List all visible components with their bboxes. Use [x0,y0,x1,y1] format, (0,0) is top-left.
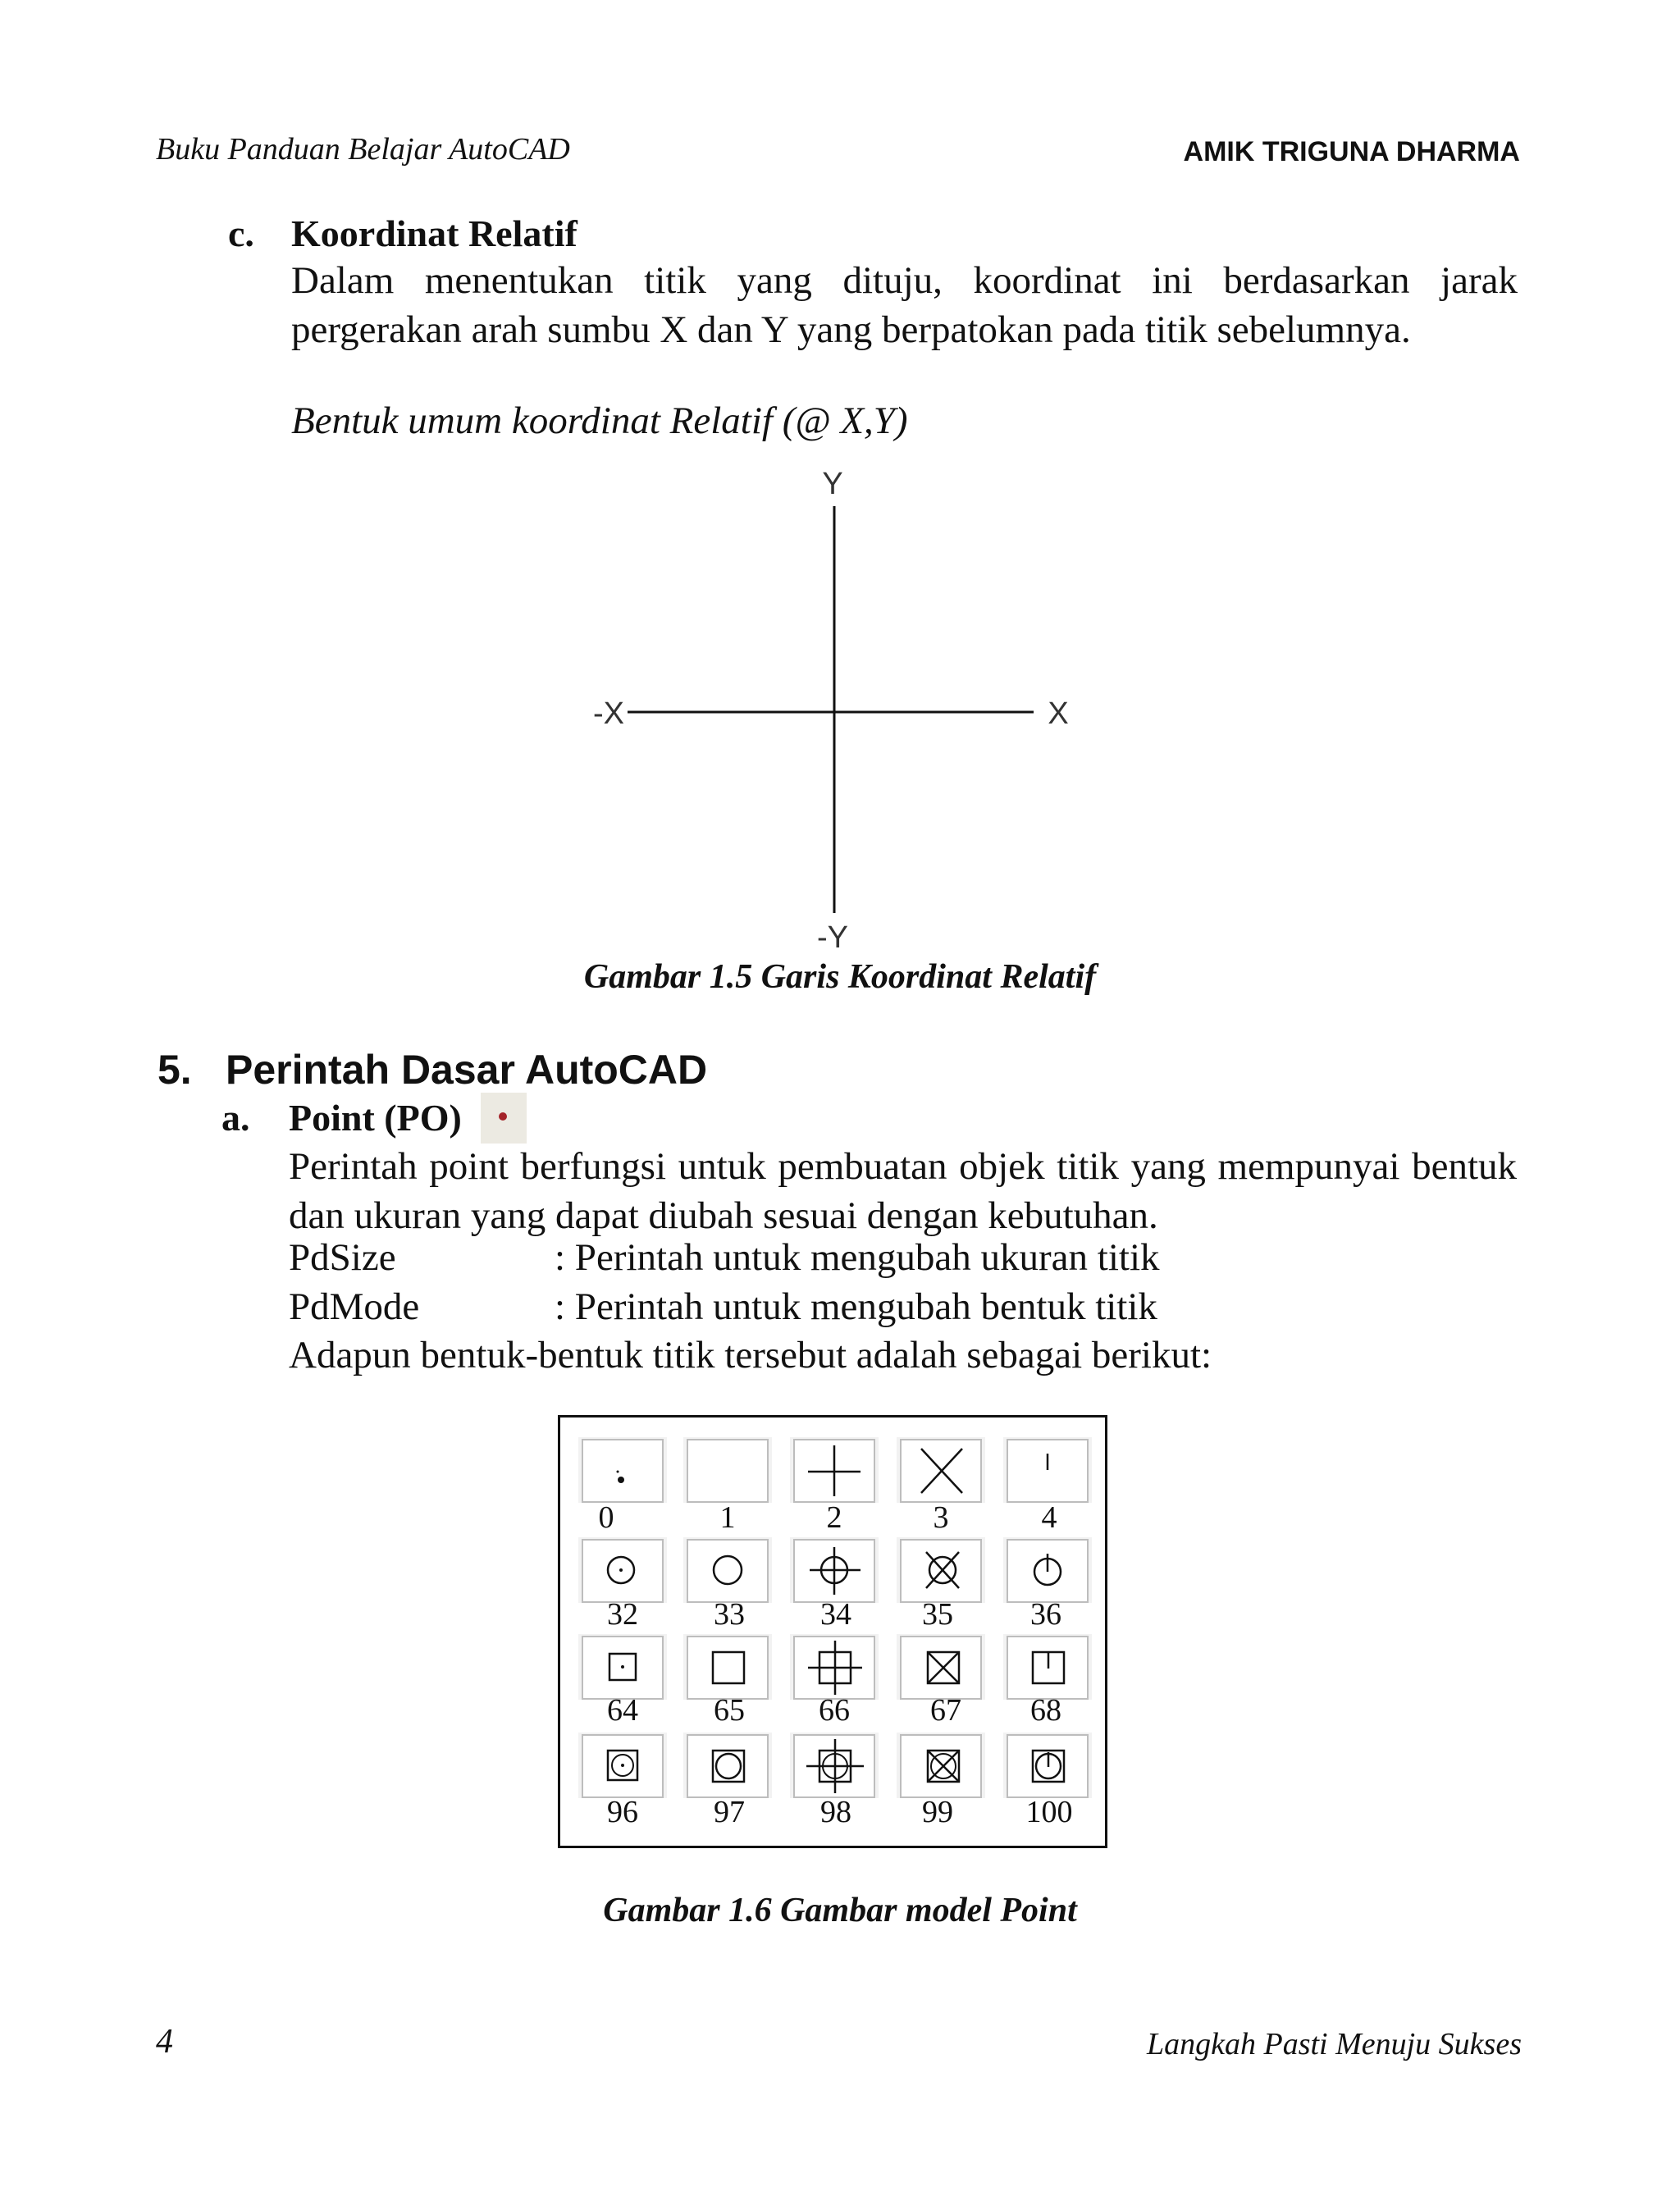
point-mode-cell [790,1437,879,1503]
point-mode-number: 65 [714,1693,745,1728]
section-c-paragraph: Dalam menentukan titik yang dituju, koordinat ini berdasarkan jarak pergerakan arah sumbu X dan Y yang berpatokan pada titik sebelumnya. [291,259,1518,351]
point-mode-number: 0 [598,1500,614,1535]
point-dot-icon [578,1437,667,1503]
y-negative-label: -Y [817,920,848,955]
point-mode-cell [897,1437,985,1503]
point-square-circle-dot-icon [578,1732,667,1798]
point-style-grid [558,1415,1107,1848]
point-mode-cell [897,1537,985,1603]
figure-1-5-caption: Gambar 1.5 Garis Koordinat Relatif [583,958,1097,996]
section-5-number: 5. [158,1047,192,1093]
point-circle-dot-icon [578,1537,667,1603]
point-square-circle-tick-icon [1003,1732,1092,1798]
point-tool-icon [481,1093,527,1144]
point-mode-cell [683,1634,772,1700]
point-square-plus-icon [790,1634,879,1700]
relative-formula: Bentuk umum koordinat Relatif (@ X,Y) [291,399,908,442]
point-mode-number: 98 [820,1795,851,1829]
point-mode-number: 35 [922,1597,953,1632]
point-square-circle-icon [683,1732,772,1798]
point-mode-number: 33 [714,1597,745,1632]
point-circle-cross-icon [897,1537,985,1603]
point-mode-number: 34 [820,1597,851,1632]
point-mode-cell [1003,1537,1092,1603]
point-mode-number: 97 [714,1795,745,1829]
point-square-circle-plus-icon [790,1732,879,1798]
point-mode-number: 1 [719,1500,736,1535]
point-mode-number: 4 [1041,1500,1057,1535]
point-square-tick-icon [1003,1634,1092,1700]
x-negative-label: -X [593,696,624,731]
point-mode-cell [683,1437,772,1503]
point-mode-cell [578,1732,667,1798]
point-mode-number: 2 [826,1500,842,1535]
point-mode-number: 96 [607,1795,638,1829]
header-institution: AMIK TRIGUNA DHARMA [1183,136,1520,167]
point-mode-number: 66 [819,1693,850,1728]
section-c-marker: c. [228,212,254,254]
point-mode-number: 68 [1030,1693,1061,1728]
point-mode-cell [578,1634,667,1700]
definition-desc: : Perintah untuk mengubah ukuran titik [555,1236,1160,1279]
point-mode-cell [897,1732,985,1798]
section-a-title: Point (PO) [289,1097,462,1139]
point-mode-cell [897,1634,985,1700]
point-mode-number: 100 [1025,1795,1073,1829]
definition-term: PdSize [289,1236,396,1279]
page-number: 4 [156,2023,173,2061]
point-mode-number: 99 [922,1795,953,1829]
point-mode-number: 36 [1030,1597,1061,1632]
point-mode-number: 64 [607,1693,638,1728]
point-tick-icon [1003,1437,1092,1503]
section-c-title: Koordinat Relatif [291,212,578,254]
point-mode-cell [578,1537,667,1603]
section-a-marker: a. [221,1097,250,1139]
figure-1-6-caption: Gambar 1.6 Gambar model Point [603,1892,1077,1929]
point-mode-cell [683,1732,772,1798]
point-square-circle-cross-icon [897,1732,985,1798]
definition-term: PdMode [289,1285,420,1328]
point-mode-number: 3 [933,1500,949,1535]
header-book-title: Buku Panduan Belajar AutoCAD [156,132,570,167]
point-circle-tick-icon [1003,1537,1092,1603]
point-square-icon [683,1634,772,1700]
point-shapes-intro: Adapun bentuk-bentuk titik tersebut adalah sebagai berikut: [289,1334,1212,1376]
footer-slogan: Langkah Pasti Menuju Sukses [1146,2027,1522,2061]
point-square-dot-icon [578,1634,667,1700]
definition-desc: : Perintah untuk mengubah bentuk titik [555,1285,1157,1328]
point-cross-icon [897,1437,985,1503]
point-mode-number: 32 [607,1597,638,1632]
point-mode-cell [1003,1634,1092,1700]
point-plus-icon [790,1437,879,1503]
relative-axes-diagram [574,459,1107,960]
point-mode-cell [1003,1732,1092,1798]
y-positive-label: Y [822,467,843,501]
x-positive-label: X [1048,696,1069,731]
point-mode-cell [578,1437,667,1503]
section-a-paragraph: Perintah point berfungsi untuk pembuatan objek titik yang mempunyai bentuk dan ukuran yang dapat diubah sesuai dengan kebutuhan. [289,1145,1517,1237]
point-mode-cell [790,1537,879,1603]
point-mode-cell [683,1537,772,1603]
point-circle-plus-icon [790,1537,879,1603]
section-5-title: Perintah Dasar AutoCAD [226,1047,708,1093]
point-mode-cell [1003,1437,1092,1503]
point-circle-icon [683,1537,772,1603]
point-mode-cell [790,1634,879,1700]
point-square-cross-icon [897,1634,985,1700]
point-mode-cell [790,1732,879,1798]
point-mode-number: 67 [930,1693,961,1728]
